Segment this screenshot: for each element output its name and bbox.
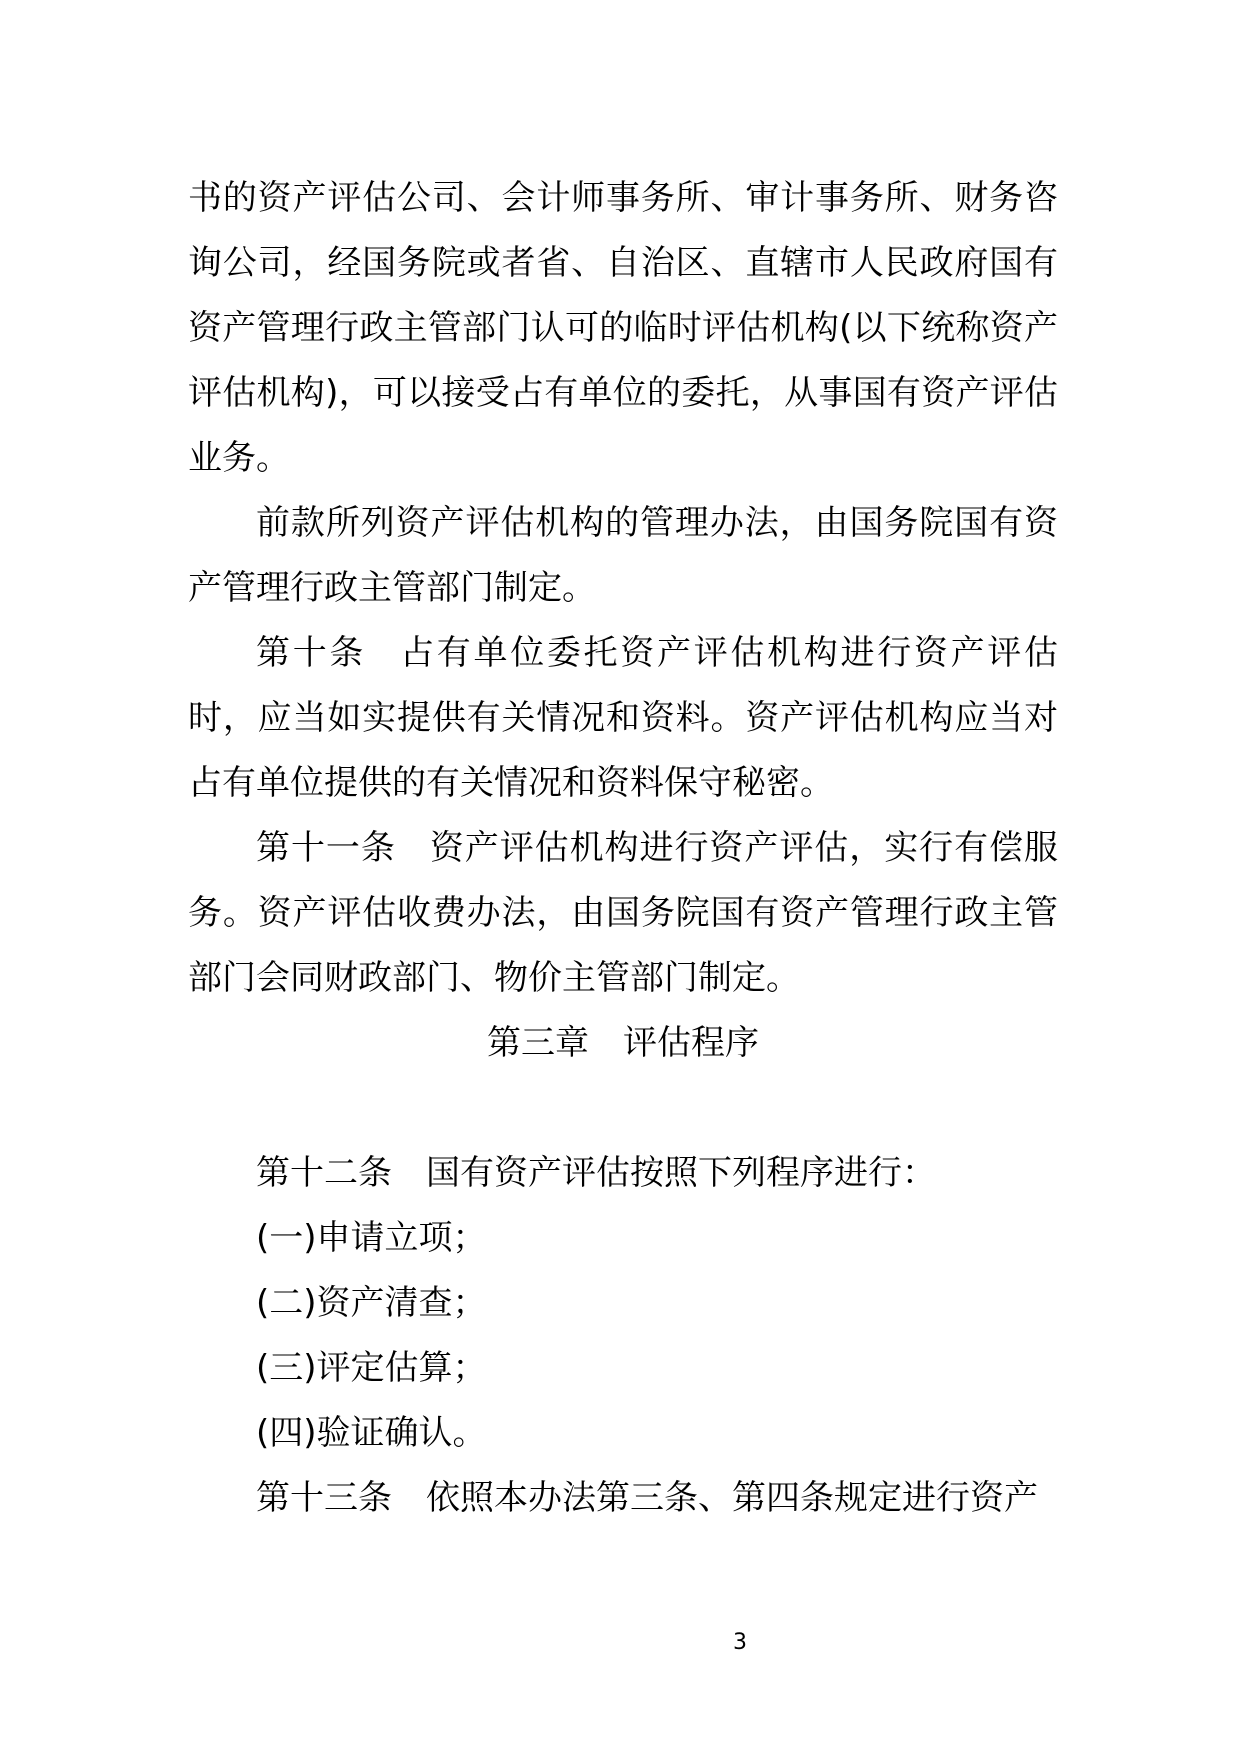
article-11: [188, 816, 1058, 1011]
article-text: 国有资产评估按照下列程序进行：: [426, 1153, 936, 1193]
paragraph-evaluation-agency-rules: [188, 491, 1058, 621]
paragraph-text: 书的资产评估公司、会计师事务所、审计事务所、财务咨询公司，经国务院或者省、自治区、直辖市人民政府国有资产管理行政主管部门认可的临时评估机构(以下统称资产评估机构)，可以接受占有单位的委托，从事国有资产评估业务。: [188, 178, 1058, 478]
document-body: [188, 166, 1058, 1531]
procedure-step: (一)申请立项；: [256, 1218, 487, 1258]
chapter-heading: 第三章 评估程序: [487, 1023, 759, 1063]
page-number: 3: [733, 1630, 747, 1655]
procedure-step: (四)验证确认。: [256, 1413, 487, 1453]
procedure-step: (二)资产清查；: [256, 1283, 487, 1323]
article-label: 第十一条: [256, 828, 396, 868]
article-10: [188, 621, 1058, 816]
article-label: 第十条: [256, 633, 367, 673]
paragraph-text: 前款所列资产评估机构的管理办法，由国务院国有资产管理行政主管部门制定。: [188, 503, 1058, 608]
article-12: [188, 1141, 1058, 1206]
article-label: 第十三条: [256, 1478, 392, 1518]
procedure-step: (三)评定估算；: [256, 1348, 487, 1388]
article-text: 占有单位委托资产评估机构进行资产评估时，应当如实提供有关情况和资料。资产评估机构应当对占有单位提供的有关情况和资料保守秘密。: [188, 633, 1059, 803]
paragraph-continuation: [188, 166, 1058, 491]
article-text: 资产评估机构进行资产评估，实行有偿服务。资产评估收费办法，由国务院国有资产管理行政主管部门会同财政部门、物价主管部门制定。: [188, 828, 1059, 998]
article-text: 依照本办法第三条、第四条规定进行资产: [426, 1478, 1038, 1518]
article-13: [188, 1466, 1058, 1531]
article-label: 第十二条: [256, 1153, 392, 1193]
